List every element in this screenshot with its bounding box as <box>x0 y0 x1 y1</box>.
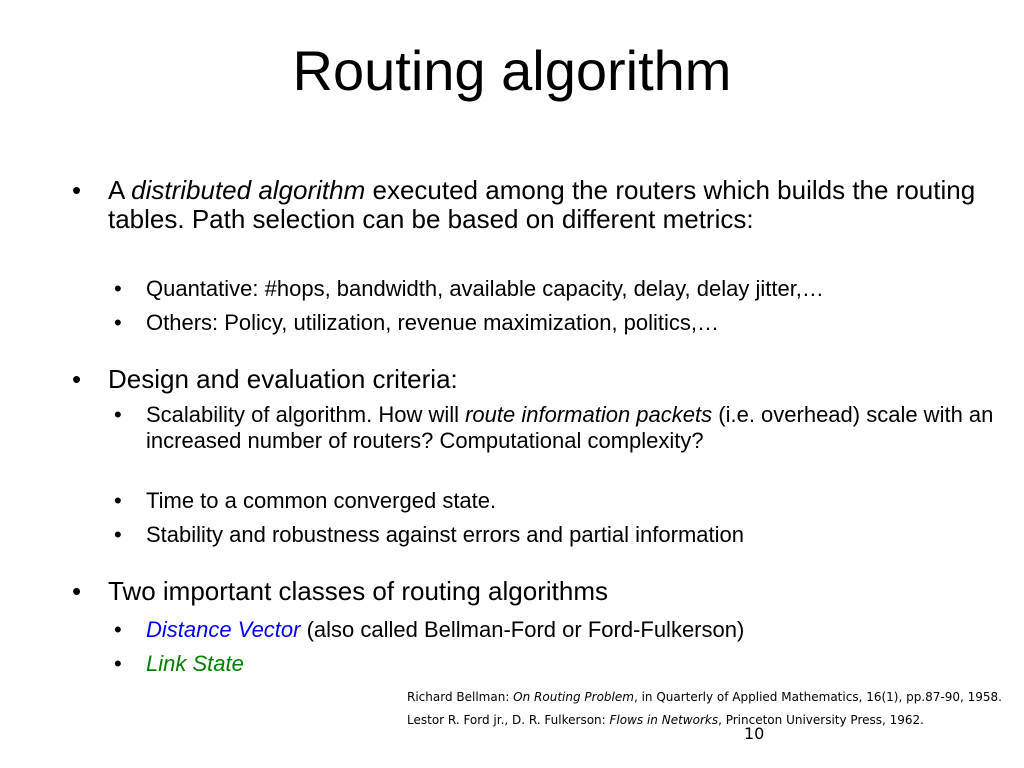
bullet-dot: • <box>114 617 122 642</box>
bullet-dot: • <box>114 310 122 335</box>
sub-bullet-convergence <box>114 488 996 514</box>
sub-bullet-text-em: route information packets <box>465 402 713 427</box>
distance-vector-term: Distance Vector <box>146 617 301 642</box>
reference-author: Lestor R. Ford jr., D. R. Fulkerson: <box>407 713 610 727</box>
bullet-dot: • <box>72 175 82 205</box>
bullet-text-em: distributed algorithm <box>131 175 366 205</box>
sub-bullet-quantative <box>114 276 996 302</box>
bullet-dot: • <box>114 488 122 513</box>
bullet-design-criteria <box>72 364 1008 394</box>
bullet-dot: • <box>72 364 82 394</box>
bullet-dot: • <box>72 576 82 606</box>
bullet-dot: • <box>114 522 122 547</box>
reference-title: Flows in Networks <box>609 713 719 727</box>
bullet-text: Design and evaluation criteria: <box>108 364 458 394</box>
page-number: 10 <box>744 724 765 743</box>
sub-bullet-text: Stability and robustness against errors and partial information <box>146 522 744 547</box>
sub-bullet-text-post: (i.e. overhead) scale with an increased number of routers? Computational complexity? <box>146 402 994 453</box>
sub-bullet-stability <box>114 522 996 548</box>
sub-bullet-distance-vector <box>114 617 996 643</box>
sub-bullet-text-post: (also called Bellman-Ford or Ford-Fulkerson) <box>300 617 745 642</box>
reference-ford-fulkerson <box>407 713 924 727</box>
bullet-dot: • <box>114 276 122 301</box>
sub-bullet-text: Others: Policy, utilization, revenue maximization, politics,… <box>146 310 720 335</box>
sub-bullet-text-pre: Scalability of algorithm. How will <box>146 402 466 427</box>
slide-title: Routing algorithm <box>292 39 732 102</box>
bullet-algorithm-classes <box>72 576 1008 606</box>
bullet-distributed-algorithm <box>72 175 1008 234</box>
sub-bullet-text: Time to a common converged state. <box>146 488 497 513</box>
sub-bullet-link-state <box>114 651 996 677</box>
sub-bullet-text: Quantative: #hops, bandwidth, available capacity, delay, delay jitter,… <box>146 276 824 301</box>
bullet-text: Two important classes of routing algorithms <box>108 576 608 606</box>
reference-author: Richard Bellman: <box>407 690 514 704</box>
bullet-dot: • <box>114 651 122 676</box>
bullet-dot: • <box>114 402 122 427</box>
reference-title: On Routing Problem <box>513 690 634 704</box>
reference-source: , Princeton University Press, 1962. <box>718 713 924 727</box>
sub-bullet-scalability <box>114 402 996 454</box>
reference-bellman <box>407 690 1002 704</box>
sub-bullet-others <box>114 310 996 336</box>
reference-source: , in Quarterly of Applied Mathematics, 16(1), pp.87-90, 1958. <box>633 690 1002 704</box>
link-state-term: Link State <box>146 651 244 676</box>
bullet-text-post: executed among the routers which builds the routing tables. Path selection can be based on different metrics: <box>108 175 976 234</box>
bullet-text-pre: A <box>108 175 132 205</box>
